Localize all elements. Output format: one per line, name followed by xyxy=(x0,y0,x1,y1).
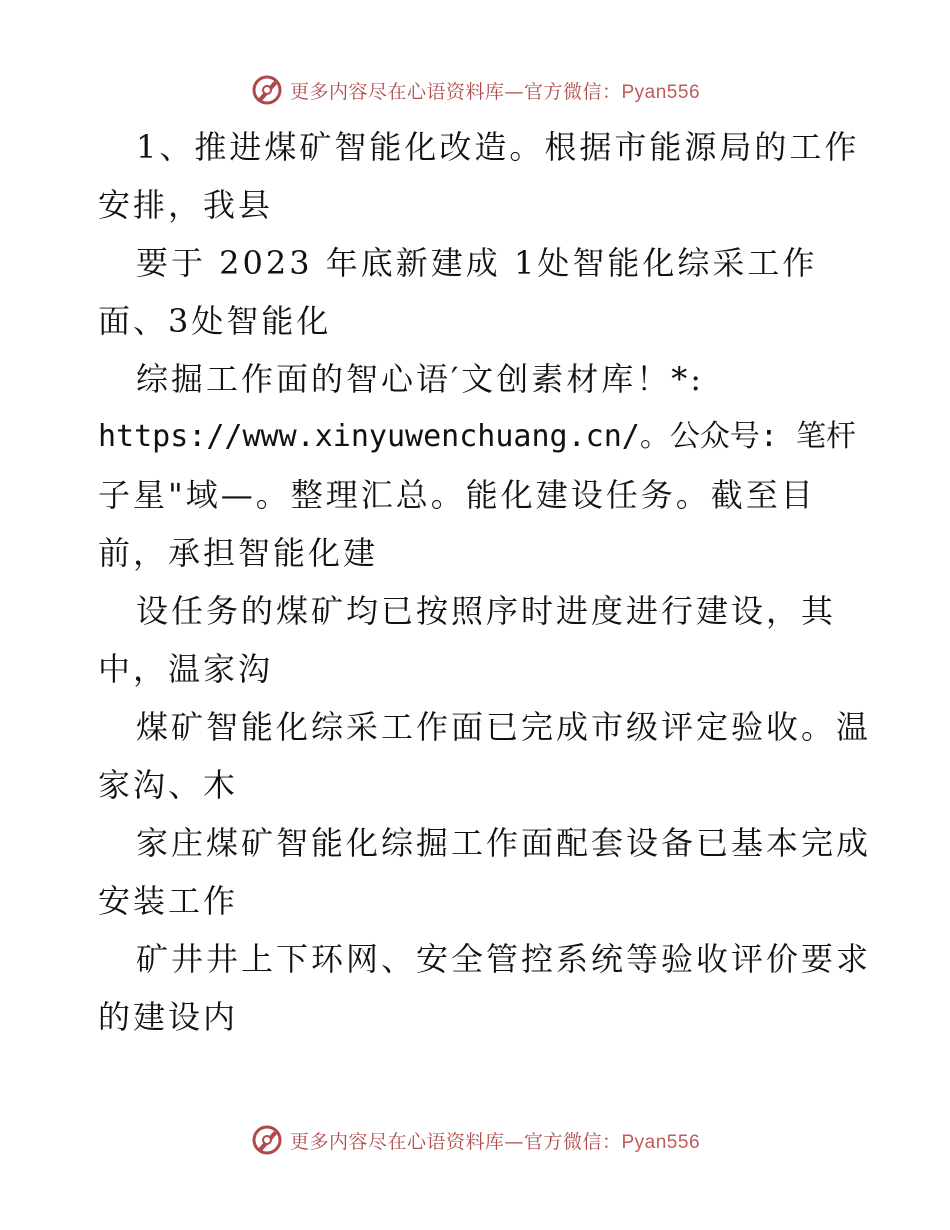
text-line: 中，温家沟 xyxy=(98,650,274,688)
watermark-text xyxy=(290,77,700,104)
brush-emblem-icon xyxy=(250,73,284,107)
text-line: 矿井井上下环网、安全管控系统等验收评价要求 xyxy=(136,940,872,978)
text-line: 面、3处智能化 xyxy=(98,302,332,340)
url-line: https://www.xinyuwenchuang.cn/。公众号: 笔杆 xyxy=(98,419,856,454)
text-line: 综掘工作面的智心语′文创素材库！*: xyxy=(136,360,705,398)
text-line: 家庄煤矿智能化综掘工作面配套设备已基本完成 xyxy=(136,824,872,862)
text-line: 煤矿智能化综采工作面已完成市级评定验收。温 xyxy=(136,708,872,746)
text-line: 子星"域—。整理汇总。能化建设任务。截至目 xyxy=(98,476,816,514)
watermark-wechat-id: Pyan556 xyxy=(621,1131,701,1153)
footer-watermark xyxy=(0,1120,950,1160)
text-line: 设任务的煤矿均已按照序时进度进行建设，其 xyxy=(136,592,837,630)
watermark-brand: 更多内容尽在心语资料库 xyxy=(289,80,505,103)
brush-emblem-icon xyxy=(250,1123,284,1157)
watermark-wechat-id: Pyan556 xyxy=(621,81,701,103)
watermark-official: 官方微信： xyxy=(523,80,622,103)
watermark-separator: — xyxy=(504,1130,524,1153)
document-body xyxy=(98,118,872,1046)
watermark-separator: — xyxy=(504,80,524,103)
text-line: 要于 2023 年底新建成 1处智能化综采工作 xyxy=(136,244,818,282)
text-line: 家沟、木 xyxy=(98,766,239,804)
watermark-text xyxy=(290,1127,700,1154)
text-line: 安装工作 xyxy=(98,882,239,920)
text-line: 的建设内 xyxy=(98,998,239,1036)
text-line: 前，承担智能化建 xyxy=(98,534,379,572)
header-watermark xyxy=(0,70,950,110)
text-line: 安排，我县 xyxy=(98,186,274,224)
watermark-official: 官方微信： xyxy=(523,1130,622,1153)
text-line: 1、推进煤矿智能化改造。根据市能源局的工作 xyxy=(136,128,860,166)
watermark-brand: 更多内容尽在心语资料库 xyxy=(289,1130,505,1153)
